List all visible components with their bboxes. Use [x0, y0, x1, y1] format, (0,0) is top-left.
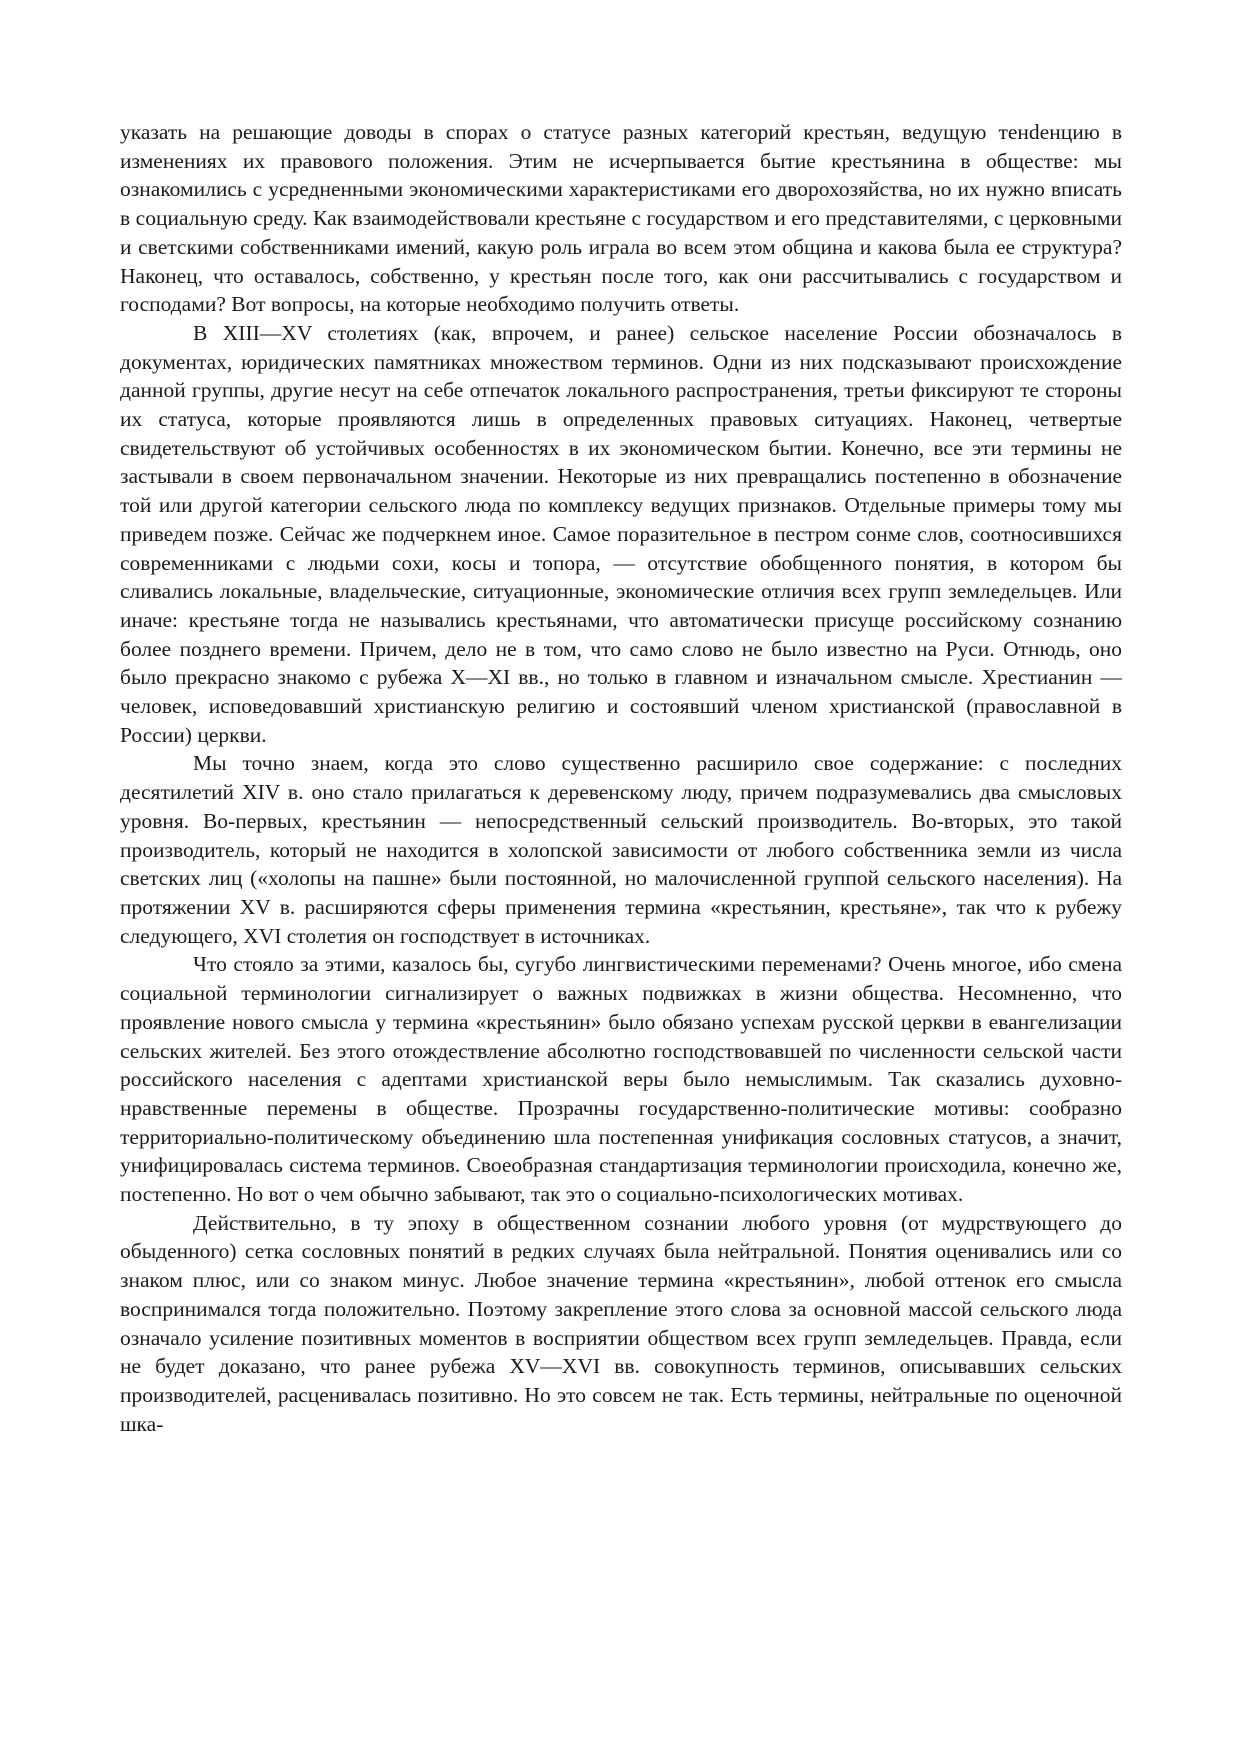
paragraph-4: Что стояло за этими, казалось бы, сугубо лингвистическими переменами? Очень многое, ибо смена социальной терминологии сигнализирует о важных подвижках в жизни общества. Несомненно, что проявление нового смысла у термина «крестьянин» было обязано успехам русской церкви в евангелизации сельских жителей. Без этого отождествление абсолютно господствовавшей по численности сельской части российского населения с адептами христианской веры было немыслимым. Так сказались духовно-нравственные перемены в обществе. Прозрачны государственно-политические мотивы: сообразно территориально-политическому объединению шла постепенная унификация сословных статусов, а значит, унифицировалась система терминов. Своеобразная стандартизация терминологии происходила, конечно же, постепенно. Но вот о чем обычно забывают, так это о социально-психологических мотивах. — [120, 952, 1122, 1207]
paragraph-1: указать на решающие доводы в спорах о статусе разных категорий крестьян, ведущую тенdенцию в изменениях их правового положения. Этим не исчерпывается бытие крестьянина в обществе: мы ознакомились с усредненными экономическими характеристиками его дворохозяйства, но их нужно вписать в социальную среду. Как взаимодействовали крестьяне с государством и его представителями, с церковными и светскими собственниками имений, какую роль играла во всем этом община и какова была ее структура? Наконец, что оставалось, собственно, у крестьян после того, как они рассчитывались с государством и господами? Вот вопросы, на которые необходимо получить ответы. — [120, 120, 1122, 317]
document-page — [120, 118, 1122, 1438]
paragraph-5: Действительно, в ту эпоху в общественном сознании любого уровня (от мудрствующего до обыденного) сетка сословных понятий в редких случаях была нейтральной. Понятия оценивались или со знаком плюс, или со знаком минус. Любое значение термина «крестьянин», любой оттенок его смысла воспринимался тогда положительно. Поэтому закрепление этого слова за основной массой сельского люда означало усиление позитивных моментов в восприятии обществом всех групп земледельцев. Правда, если не будет доказано, что ранее рубежа XV—XVI вв. совокупность терминов, описывавших сельских производителей, расценивалась позитивно. Но это совсем не так. Есть термины, нейтральные по оценочной шка- — [120, 1210, 1122, 1436]
paragraph-2: В XIII—XV столетиях (как, впрочем, и ранее) сельское население России обозначалось в документах, юридических памятниках множеством терминов. Одни из них подсказывают происхождение данной группы, другие несут на себе отпечаток локального распространения, третьи фиксируют те стороны их статуса, которые проявляются лишь в определенных правовых ситуациях. Наконец, четвертые свидетельствуют об устойчивых особенностях в их экономическом бытии. Конечно, все эти термины не застывали в своем первоначальном значении. Некоторые из них превращались постепенно в обозначение той или другой категории сельского люда по комплексу ведущих признаков. Отдельные примеры тому мы приведем позже. Сейчас же подчеркнем иное. Самое поразительное в пестром сонме слов, соотносившихся современниками с людьми сохи, косы и топора, — отсутствие обобщенного понятия, в котором бы сливались локальные, владельческие, ситуационные, экономические отличия всех групп земледельцев. Или иначе: крестьяне тогда не назывались крестьянами, что автоматически присуще российскому сознанию более позднего времени. Причем, дело не в том, что само слово не было известно на Руси. Отнюдь, оно было прекрасно знакомо с рубежа X—XI вв., но только в главном и изначальном смысле. Хрестианин — человек, исповедовавший христианскую религию и состоявший членом христианской (православной в России) церкви. — [120, 320, 1122, 747]
paragraph-3: Мы точно знаем, когда это слово существенно расширило свое содержание: с последних десятилетий XIV в. оно стало прилагаться к деревенскому люду, причем подразумевались два смысловых уровня. Во-первых, крестьянин — непосредственный сельский производитель. Во-вторых, это такой производитель, который не находится в холопской зависимости от любого собственника земли из числа светских лиц («холопы на пашне» были постоянной, но малочисленной группой сельского населения). На протяжении XV в. расширяются сферы применения термина «крестьянин, крестьяне», так что к рубежу следующего, XVI столетия он господствует в источниках. — [120, 751, 1122, 948]
